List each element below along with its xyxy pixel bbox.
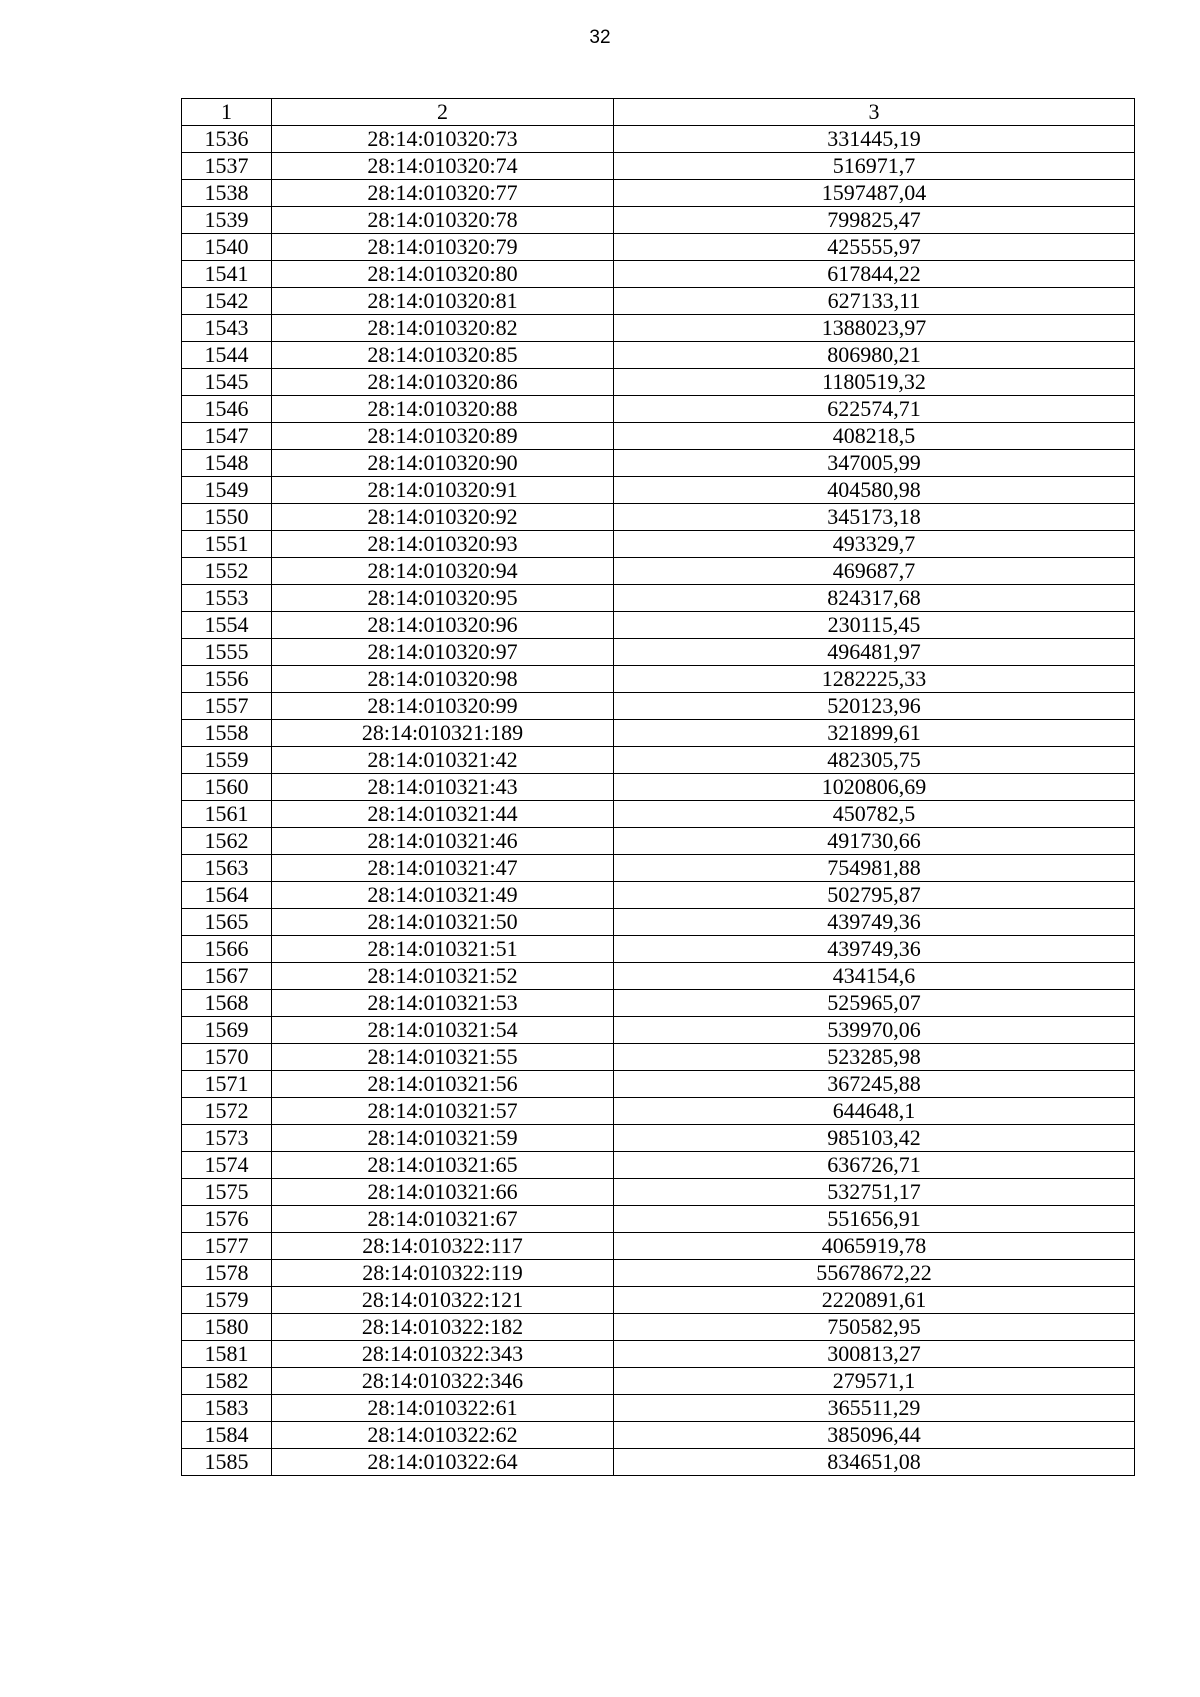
row-number-cell: 1584: [182, 1422, 272, 1449]
table-row: [182, 612, 1135, 639]
value-cell: 55678672,22: [614, 1260, 1135, 1287]
value-cell: 627133,11: [614, 288, 1135, 315]
cadastral-number-cell: 28:14:010320:94: [272, 558, 614, 585]
table-header: [182, 99, 1135, 126]
cadastral-number-cell: 28:14:010320:96: [272, 612, 614, 639]
cadastral-number-cell: 28:14:010322:121: [272, 1287, 614, 1314]
value-cell: 985103,42: [614, 1125, 1135, 1152]
table-row: [182, 720, 1135, 747]
table-row: [182, 1233, 1135, 1260]
table-row: [182, 1395, 1135, 1422]
table-row: [182, 828, 1135, 855]
cadastral-number-cell: 28:14:010320:80: [272, 261, 614, 288]
value-cell: 520123,96: [614, 693, 1135, 720]
row-number-cell: 1548: [182, 450, 272, 477]
row-number-cell: 1536: [182, 126, 272, 153]
cadastral-number-cell: 28:14:010321:44: [272, 801, 614, 828]
table-row: [182, 369, 1135, 396]
table-row: [182, 531, 1135, 558]
value-cell: 622574,71: [614, 396, 1135, 423]
cadastral-number-cell: 28:14:010321:189: [272, 720, 614, 747]
row-number-cell: 1561: [182, 801, 272, 828]
row-number-cell: 1546: [182, 396, 272, 423]
cadastral-number-cell: 28:14:010322:346: [272, 1368, 614, 1395]
cadastral-number-cell: 28:14:010320:74: [272, 153, 614, 180]
row-number-cell: 1547: [182, 423, 272, 450]
table-row: [182, 477, 1135, 504]
value-cell: 434154,6: [614, 963, 1135, 990]
cadastral-number-cell: 28:14:010321:43: [272, 774, 614, 801]
table-row: [182, 450, 1135, 477]
row-number-cell: 1552: [182, 558, 272, 585]
table-row: [182, 1125, 1135, 1152]
table-row: [182, 1098, 1135, 1125]
table-row: [182, 666, 1135, 693]
cadastral-number-cell: 28:14:010322:182: [272, 1314, 614, 1341]
cadastral-number-cell: 28:14:010322:62: [272, 1422, 614, 1449]
table-row: [182, 1260, 1135, 1287]
row-number-cell: 1545: [182, 369, 272, 396]
value-cell: 834651,08: [614, 1449, 1135, 1476]
header-row: [182, 99, 1135, 126]
row-number-cell: 1556: [182, 666, 272, 693]
table-row: [182, 315, 1135, 342]
row-number-cell: 1539: [182, 207, 272, 234]
cadastral-number-cell: 28:14:010320:93: [272, 531, 614, 558]
table-row: [182, 558, 1135, 585]
row-number-cell: 1566: [182, 936, 272, 963]
row-number-cell: 1543: [182, 315, 272, 342]
value-cell: 347005,99: [614, 450, 1135, 477]
table-row: [182, 207, 1135, 234]
row-number-cell: 1579: [182, 1287, 272, 1314]
table-row: [182, 126, 1135, 153]
table-row: [182, 693, 1135, 720]
cadastral-number-cell: 28:14:010322:61: [272, 1395, 614, 1422]
table-row: [182, 1314, 1135, 1341]
row-number-cell: 1567: [182, 963, 272, 990]
value-cell: 516971,7: [614, 153, 1135, 180]
row-number-cell: 1549: [182, 477, 272, 504]
table-row: [182, 153, 1135, 180]
row-number-cell: 1571: [182, 1071, 272, 1098]
cadastral-number-cell: 28:14:010321:59: [272, 1125, 614, 1152]
row-number-cell: 1564: [182, 882, 272, 909]
cadastral-number-cell: 28:14:010320:85: [272, 342, 614, 369]
value-cell: 532751,17: [614, 1179, 1135, 1206]
cadastral-number-cell: 28:14:010320:78: [272, 207, 614, 234]
cadastral-number-cell: 28:14:010321:57: [272, 1098, 614, 1125]
table-row: [182, 801, 1135, 828]
value-cell: 439749,36: [614, 936, 1135, 963]
cadastral-number-cell: 28:14:010321:51: [272, 936, 614, 963]
cadastral-number-cell: 28:14:010321:46: [272, 828, 614, 855]
cadastral-number-cell: 28:14:010320:95: [272, 585, 614, 612]
value-cell: 636726,71: [614, 1152, 1135, 1179]
row-number-cell: 1569: [182, 1017, 272, 1044]
row-number-cell: 1583: [182, 1395, 272, 1422]
value-cell: 450782,5: [614, 801, 1135, 828]
table-row: [182, 180, 1135, 207]
cadastral-number-cell: 28:14:010320:81: [272, 288, 614, 315]
table-row: [182, 1017, 1135, 1044]
cadastral-number-cell: 28:14:010320:73: [272, 126, 614, 153]
table-row: [182, 1071, 1135, 1098]
row-number-cell: 1565: [182, 909, 272, 936]
value-cell: 4065919,78: [614, 1233, 1135, 1260]
cadastral-number-cell: 28:14:010320:79: [272, 234, 614, 261]
row-number-cell: 1574: [182, 1152, 272, 1179]
value-cell: 439749,36: [614, 909, 1135, 936]
page-number: 32: [589, 27, 611, 48]
value-cell: 525965,07: [614, 990, 1135, 1017]
value-cell: 754981,88: [614, 855, 1135, 882]
cadastral-number-cell: 28:14:010320:97: [272, 639, 614, 666]
value-cell: 230115,45: [614, 612, 1135, 639]
row-number-cell: 1541: [182, 261, 272, 288]
value-cell: 493329,7: [614, 531, 1135, 558]
row-number-cell: 1577: [182, 1233, 272, 1260]
cadastral-number-cell: 28:14:010320:86: [272, 369, 614, 396]
cadastral-number-cell: 28:14:010321:54: [272, 1017, 614, 1044]
value-cell: 523285,98: [614, 1044, 1135, 1071]
row-number-cell: 1572: [182, 1098, 272, 1125]
table-row: [182, 585, 1135, 612]
value-cell: 806980,21: [614, 342, 1135, 369]
cadastral-number-cell: 28:14:010320:89: [272, 423, 614, 450]
row-number-cell: 1578: [182, 1260, 272, 1287]
cadastral-number-cell: 28:14:010322:343: [272, 1341, 614, 1368]
row-number-cell: 1554: [182, 612, 272, 639]
table-row: [182, 342, 1135, 369]
value-cell: 824317,68: [614, 585, 1135, 612]
table-body: [182, 126, 1135, 1476]
row-number-cell: 1550: [182, 504, 272, 531]
cadastral-number-cell: 28:14:010322:117: [272, 1233, 614, 1260]
value-cell: 1020806,69: [614, 774, 1135, 801]
table-row: [182, 1179, 1135, 1206]
row-number-cell: 1560: [182, 774, 272, 801]
value-cell: 1180519,32: [614, 369, 1135, 396]
cadastral-number-cell: 28:14:010320:98: [272, 666, 614, 693]
value-cell: 331445,19: [614, 126, 1135, 153]
column-header-2: 2: [272, 99, 614, 126]
value-cell: 279571,1: [614, 1368, 1135, 1395]
row-number-cell: 1555: [182, 639, 272, 666]
table-row: [182, 1449, 1135, 1476]
table-row: [182, 1422, 1135, 1449]
cadastral-number-cell: 28:14:010321:47: [272, 855, 614, 882]
value-cell: 385096,44: [614, 1422, 1135, 1449]
row-number-cell: 1544: [182, 342, 272, 369]
cadastral-number-cell: 28:14:010321:56: [272, 1071, 614, 1098]
value-cell: 491730,66: [614, 828, 1135, 855]
row-number-cell: 1575: [182, 1179, 272, 1206]
cadastral-number-cell: 28:14:010322:64: [272, 1449, 614, 1476]
row-number-cell: 1573: [182, 1125, 272, 1152]
table-row: [182, 396, 1135, 423]
column-header-1: 1: [182, 99, 272, 126]
table-row: [182, 423, 1135, 450]
row-number-cell: 1559: [182, 747, 272, 774]
row-number-cell: 1576: [182, 1206, 272, 1233]
value-cell: 404580,98: [614, 477, 1135, 504]
value-cell: 469687,7: [614, 558, 1135, 585]
table-row: [182, 936, 1135, 963]
value-cell: 408218,5: [614, 423, 1135, 450]
table-row: [182, 1044, 1135, 1071]
cadastral-number-cell: 28:14:010321:49: [272, 882, 614, 909]
value-cell: 300813,27: [614, 1341, 1135, 1368]
table-row: [182, 1152, 1135, 1179]
cadastral-number-cell: 28:14:010321:66: [272, 1179, 614, 1206]
cadastral-number-cell: 28:14:010320:77: [272, 180, 614, 207]
cadastral-number-cell: 28:14:010321:65: [272, 1152, 614, 1179]
cadastral-number-cell: 28:14:010320:82: [272, 315, 614, 342]
value-cell: 502795,87: [614, 882, 1135, 909]
table-row: [182, 855, 1135, 882]
table-row: [182, 504, 1135, 531]
cadastral-number-cell: 28:14:010320:99: [272, 693, 614, 720]
row-number-cell: 1538: [182, 180, 272, 207]
table-row: [182, 747, 1135, 774]
value-cell: 799825,47: [614, 207, 1135, 234]
table-row: [182, 1206, 1135, 1233]
table-row: [182, 261, 1135, 288]
value-cell: 539970,06: [614, 1017, 1135, 1044]
cadastral-number-cell: 28:14:010320:92: [272, 504, 614, 531]
value-cell: 496481,97: [614, 639, 1135, 666]
value-cell: 750582,95: [614, 1314, 1135, 1341]
row-number-cell: 1580: [182, 1314, 272, 1341]
row-number-cell: 1551: [182, 531, 272, 558]
data-table: [181, 98, 1135, 1476]
value-cell: 365511,29: [614, 1395, 1135, 1422]
value-cell: 551656,91: [614, 1206, 1135, 1233]
row-number-cell: 1540: [182, 234, 272, 261]
cadastral-number-cell: 28:14:010322:119: [272, 1260, 614, 1287]
table-row: [182, 774, 1135, 801]
cadastral-number-cell: 28:14:010321:55: [272, 1044, 614, 1071]
value-cell: 367245,88: [614, 1071, 1135, 1098]
table-row: [182, 288, 1135, 315]
table-row: [182, 1341, 1135, 1368]
cadastral-number-cell: 28:14:010320:91: [272, 477, 614, 504]
cadastral-number-cell: 28:14:010320:88: [272, 396, 614, 423]
cadastral-number-cell: 28:14:010320:90: [272, 450, 614, 477]
value-cell: 617844,22: [614, 261, 1135, 288]
row-number-cell: 1558: [182, 720, 272, 747]
row-number-cell: 1570: [182, 1044, 272, 1071]
value-cell: 345173,18: [614, 504, 1135, 531]
row-number-cell: 1542: [182, 288, 272, 315]
value-cell: 1282225,33: [614, 666, 1135, 693]
row-number-cell: 1582: [182, 1368, 272, 1395]
row-number-cell: 1553: [182, 585, 272, 612]
value-cell: 425555,97: [614, 234, 1135, 261]
row-number-cell: 1585: [182, 1449, 272, 1476]
cadastral-number-cell: 28:14:010321:50: [272, 909, 614, 936]
row-number-cell: 1568: [182, 990, 272, 1017]
value-cell: 321899,61: [614, 720, 1135, 747]
table-row: [182, 990, 1135, 1017]
value-cell: 1597487,04: [614, 180, 1135, 207]
table-row: [182, 1368, 1135, 1395]
table-row: [182, 963, 1135, 990]
cadastral-number-cell: 28:14:010321:67: [272, 1206, 614, 1233]
value-cell: 644648,1: [614, 1098, 1135, 1125]
table-row: [182, 882, 1135, 909]
table-row: [182, 639, 1135, 666]
value-cell: 2220891,61: [614, 1287, 1135, 1314]
value-cell: 482305,75: [614, 747, 1135, 774]
row-number-cell: 1557: [182, 693, 272, 720]
table-row: [182, 1287, 1135, 1314]
row-number-cell: 1581: [182, 1341, 272, 1368]
column-header-3: 3: [614, 99, 1135, 126]
cadastral-number-cell: 28:14:010321:53: [272, 990, 614, 1017]
row-number-cell: 1537: [182, 153, 272, 180]
table-row: [182, 234, 1135, 261]
value-cell: 1388023,97: [614, 315, 1135, 342]
row-number-cell: 1563: [182, 855, 272, 882]
cadastral-number-cell: 28:14:010321:42: [272, 747, 614, 774]
table-row: [182, 909, 1135, 936]
cadastral-number-cell: 28:14:010321:52: [272, 963, 614, 990]
row-number-cell: 1562: [182, 828, 272, 855]
